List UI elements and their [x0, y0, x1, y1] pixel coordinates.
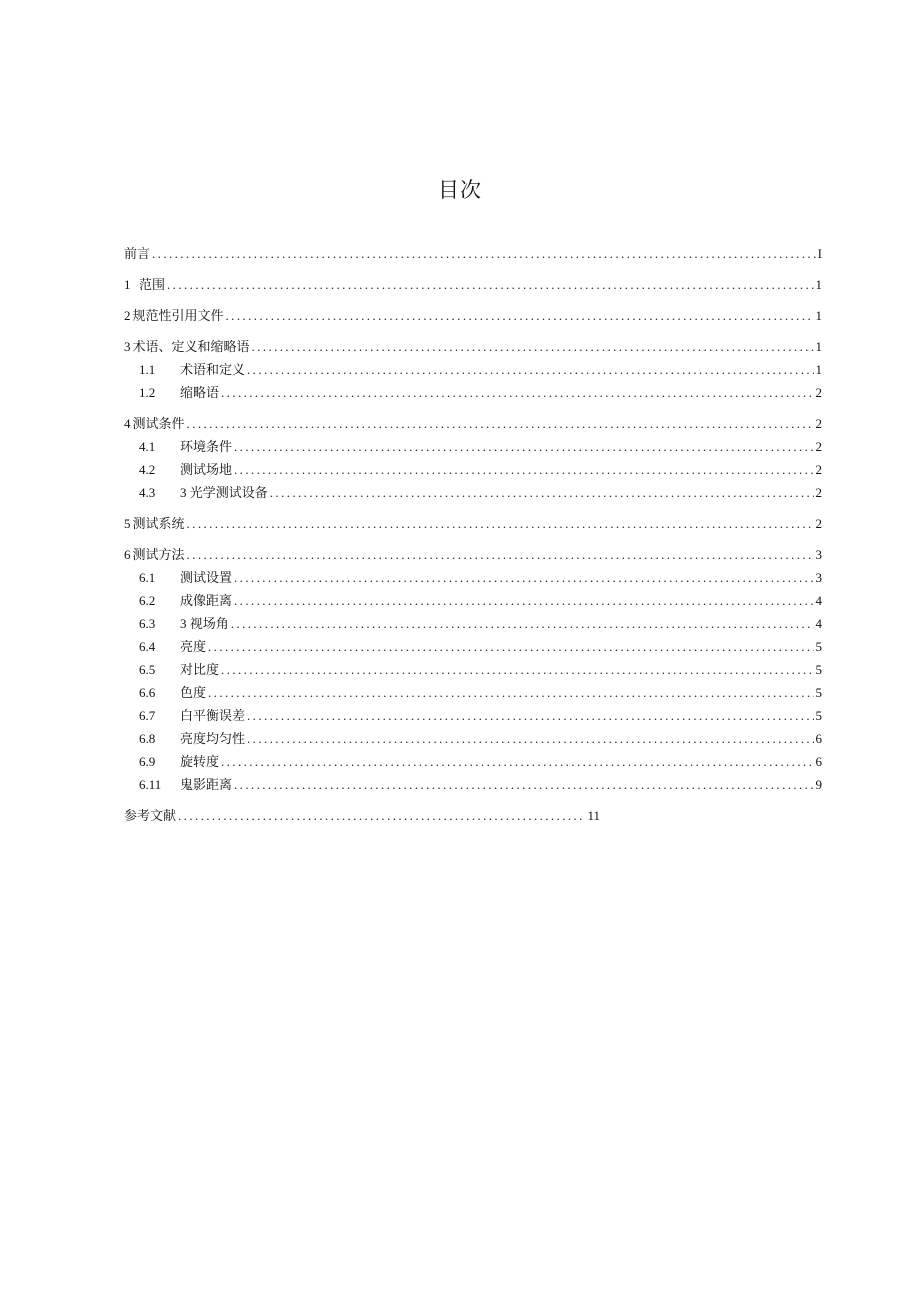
toc-page-number: 2 [815, 485, 822, 500]
toc-entry-label: 3 视场角 [180, 616, 229, 631]
toc-entry-number: 2 [124, 308, 131, 323]
toc-leader-dots [234, 460, 813, 480]
toc-entry-5[interactable] [124, 514, 822, 534]
toc-entry-number: 6.6 [139, 685, 156, 700]
toc-entry-label: 参考文献 [124, 808, 177, 823]
toc-entry-1[interactable] [124, 275, 822, 295]
toc-leader-dots [247, 706, 813, 726]
toc-leader-dots [187, 514, 814, 534]
toc-page-number: 1 [815, 277, 822, 292]
toc-leader-dots [152, 244, 816, 264]
toc-entry-number: 6.7 [139, 708, 156, 723]
toc-entry-number: 4.1 [139, 439, 156, 454]
toc-entry-label: 范围 [132, 277, 166, 292]
toc-page-number: I [817, 246, 822, 261]
toc-leader-dots [247, 729, 813, 749]
toc-leader-dots [221, 752, 813, 772]
toc-entry-number: 6.9 [139, 754, 156, 769]
toc-page-number: 4 [815, 616, 822, 631]
toc-entry-label: 亮度均匀性 [180, 731, 246, 746]
toc-entry-1-2[interactable] [139, 383, 822, 403]
toc-entry-label: 测试场地 [180, 462, 233, 477]
toc-page-number: 4 [815, 593, 822, 608]
toc-entry-label: 3 光学测试设备 [180, 485, 268, 500]
toc-entry-6-4[interactable] [139, 637, 822, 657]
toc-page-number: 2 [815, 385, 822, 400]
toc-entry-number: 3 [124, 339, 131, 354]
toc-entry-number: 4 [124, 416, 131, 431]
toc-leader-dots [234, 437, 813, 457]
toc-entry-number: 6.8 [139, 731, 156, 746]
toc-page-number: 5 [815, 708, 822, 723]
toc-entry-label: 缩略语 [180, 385, 220, 400]
toc-entry-label: 术语、定义和缩略语 [132, 339, 250, 354]
toc-entry-number: 6.1 [139, 570, 156, 585]
toc-entry-number: 6 [124, 547, 131, 562]
toc-leader-dots [167, 275, 813, 295]
toc-page-number: 5 [815, 685, 822, 700]
toc-entry-number: 1 [124, 277, 131, 292]
toc-page-number: 6 [815, 731, 822, 746]
toc-leader-dots [231, 614, 814, 634]
toc-page-number: 2 [815, 462, 822, 477]
toc-entry-6-5[interactable] [139, 660, 822, 680]
toc-leader-dots [234, 568, 813, 588]
toc-entry-label: 成像距离 [180, 593, 233, 608]
toc-entry-4[interactable] [124, 414, 822, 434]
toc-entry-number: 1.1 [139, 362, 156, 377]
toc-leader-dots [187, 414, 814, 434]
toc-entry-number: 6.2 [139, 593, 156, 608]
toc-entry-number: 6.3 [139, 616, 156, 631]
toc-entry-4-2[interactable] [139, 460, 822, 480]
toc-leader-dots [208, 683, 813, 703]
toc-leader-dots [226, 306, 814, 326]
toc-entry-references[interactable] [124, 806, 600, 826]
toc-leader-dots [178, 806, 585, 826]
toc-page-number: 6 [815, 754, 822, 769]
toc-page-number: 11 [587, 808, 600, 823]
toc-entry-6-11[interactable] [139, 775, 822, 795]
toc-entry-foreword[interactable] [124, 244, 822, 264]
toc-entry-number: 6.4 [139, 639, 156, 654]
toc-leader-dots [221, 383, 813, 403]
toc-page-number: 2 [815, 416, 822, 431]
toc-leader-dots [247, 360, 813, 380]
toc-page-number: 9 [815, 777, 822, 792]
toc-entry-label: 术语和定义 [180, 362, 246, 377]
toc-entry-4-1[interactable] [139, 437, 822, 457]
toc-entry-label: 环境条件 [180, 439, 233, 454]
toc-entry-label: 色度 [180, 685, 207, 700]
toc-entry-2[interactable] [124, 306, 822, 326]
page-title: 目次 [438, 178, 482, 202]
toc-entry-number: 6.11 [139, 777, 162, 792]
toc-page-number: 1 [815, 362, 822, 377]
toc-entry-number: 5 [124, 516, 131, 531]
toc-page-number: 5 [815, 639, 822, 654]
toc-entry-number: 1.2 [139, 385, 156, 400]
toc-entry-label: 白平衡误差 [180, 708, 246, 723]
toc-entry-number: 6.5 [139, 662, 156, 677]
toc-entry-label: 亮度 [180, 639, 207, 654]
toc-page-number: 1 [815, 308, 822, 323]
toc-page-number: 1 [815, 339, 822, 354]
toc-leader-dots [187, 545, 814, 565]
toc-leader-dots [270, 483, 814, 503]
toc-entry-6-6[interactable] [139, 683, 822, 703]
toc-entry-3[interactable] [124, 337, 822, 357]
toc-entry-4-3[interactable] [139, 483, 822, 503]
toc-entry-1-1[interactable] [139, 360, 822, 380]
toc-page-number: 3 [815, 547, 822, 562]
toc-entry-label: 对比度 [180, 662, 220, 677]
toc-entry-6-1[interactable] [139, 568, 822, 588]
toc-entry-6-9[interactable] [139, 752, 822, 772]
toc-entry-6-8[interactable] [139, 729, 822, 749]
toc-leader-dots [234, 591, 813, 611]
toc-leader-dots [252, 337, 814, 357]
toc-entry-label: 鬼影距离 [180, 777, 233, 792]
toc-entry-6-2[interactable] [139, 591, 822, 611]
toc-entry-label: 前言 [124, 246, 151, 261]
toc-page-number: 3 [815, 570, 822, 585]
toc-entry-label: 测试条件 [132, 416, 185, 431]
toc-entry-label: 测试方法 [132, 547, 185, 562]
toc-page-number: 2 [815, 439, 822, 454]
toc-leader-dots [234, 775, 813, 795]
toc-page-number: 2 [815, 516, 822, 531]
toc-entry-6[interactable] [124, 545, 822, 565]
toc-entry-number: 4.3 [139, 485, 156, 500]
toc-entry-label: 旋转度 [180, 754, 220, 769]
toc-entry-6-7[interactable] [139, 706, 822, 726]
toc-entry-label: 测试系统 [132, 516, 185, 531]
toc-entry-label: 规范性引用文件 [132, 308, 224, 323]
toc-leader-dots [208, 637, 813, 657]
toc-entry-6-3[interactable] [139, 614, 822, 634]
toc-entry-label: 测试设置 [180, 570, 233, 585]
toc-leader-dots [221, 660, 813, 680]
toc-entry-number: 4.2 [139, 462, 156, 477]
toc-page-number: 5 [815, 662, 822, 677]
